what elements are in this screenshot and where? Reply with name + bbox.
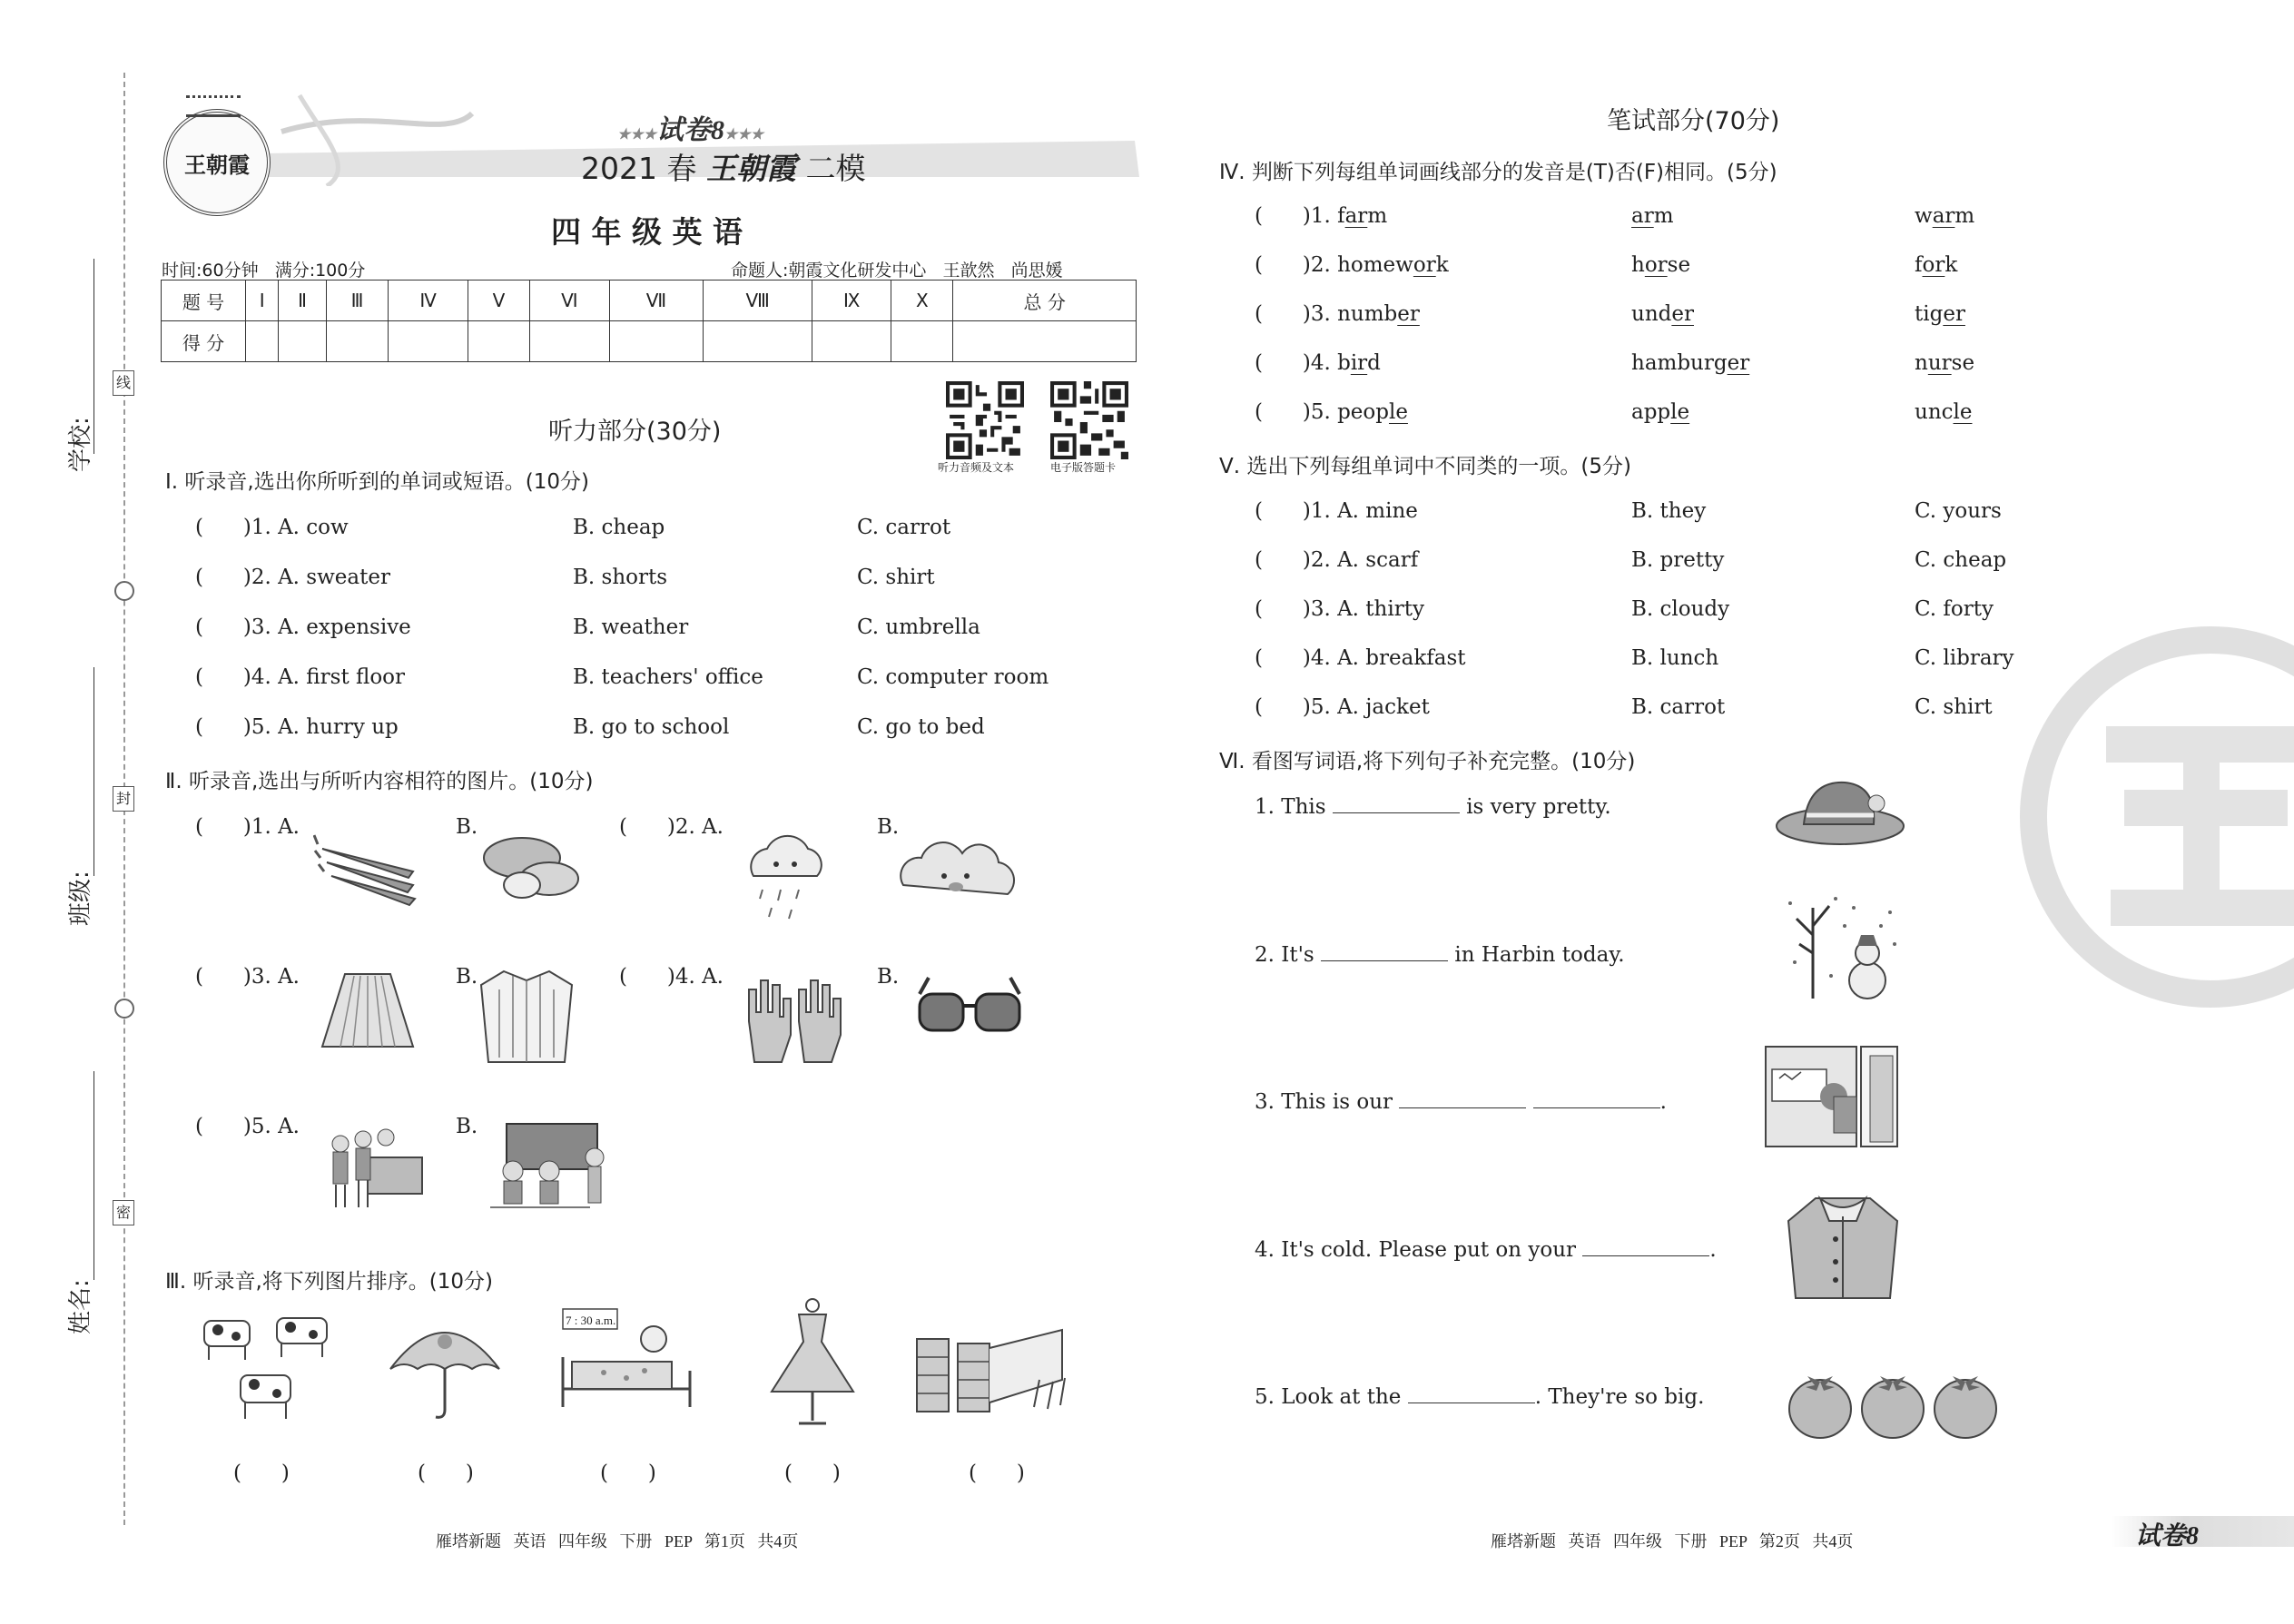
snowy-picture: [1781, 890, 1908, 1008]
sec2-label: ( )4. A.: [619, 965, 724, 989]
score-col: Ⅶ: [609, 281, 704, 321]
score-table-header-row: [162, 281, 1137, 321]
score-cell[interactable]: [891, 321, 953, 362]
sec1-option-c: C. go to bed: [857, 715, 985, 739]
score-col: Ⅹ: [891, 281, 953, 321]
binding-name-label: 姓名:: [67, 1279, 94, 1334]
kids-music-picture: [313, 1121, 440, 1216]
sec2-label: B.: [877, 965, 900, 989]
sec4-word-c: fork: [1915, 253, 1958, 277]
sec1-option-c: C. carrot: [857, 516, 951, 539]
carrot-picture: [313, 822, 422, 912]
sec2-label: ( )5. A.: [195, 1115, 300, 1138]
umbrella-picture: [386, 1314, 504, 1423]
sec5-option-b: B. they: [1631, 499, 1707, 523]
sec2-label: B.: [456, 815, 478, 839]
sec1-item-3: ( )3. A. expensive: [195, 615, 411, 639]
footer-badge: 试卷8: [2135, 1522, 2200, 1550]
time-score: 时间:60分钟 满分:100分: [162, 261, 366, 281]
order-blank-2[interactable]: ( ): [418, 1462, 474, 1485]
sec4-item-4: ( )4. bird: [1255, 351, 1381, 375]
sec4-word-b: hamburger: [1631, 351, 1750, 375]
score-cell[interactable]: [530, 321, 610, 362]
score-cell[interactable]: [704, 321, 812, 362]
sec6-sentence-5: 5. Look at the . They're so big.: [1255, 1385, 1705, 1409]
section-3-title: Ⅲ. 听录音,将下列图片排序。(10分): [165, 1270, 494, 1294]
score-cell[interactable]: [812, 321, 891, 362]
sec6-sentence-1: 1. This is very pretty.: [1255, 795, 1611, 819]
crown-icon: [186, 95, 241, 117]
qr-label-answer: 电子版答题卡: [1050, 461, 1117, 474]
answer-blank[interactable]: [1321, 942, 1448, 961]
sec2-label: B.: [877, 815, 900, 839]
sec5-option-c: C. library: [1915, 646, 2014, 670]
cows-picture: [195, 1307, 350, 1434]
sec2-label: B.: [456, 1115, 478, 1138]
binding-ornament-icon: [114, 999, 134, 1019]
score-table-score-row: [162, 321, 1137, 362]
sec5-item-2: ( )2. A. scarf: [1255, 548, 1419, 572]
answer-blank[interactable]: [1399, 1089, 1526, 1108]
sec5-option-c: C. yours: [1915, 499, 2002, 523]
sec4-word-b: arm: [1631, 204, 1674, 228]
qr-code-audio[interactable]: [946, 381, 1024, 459]
library-picture: [912, 1325, 1076, 1425]
exam-number: ★★★试卷8★★★: [617, 115, 764, 145]
sec2-label: ( )3. A.: [195, 965, 300, 989]
order-blank-5[interactable]: ( ): [969, 1462, 1025, 1485]
order-blank-3[interactable]: ( ): [600, 1462, 656, 1485]
rainy-cloud-picture: [735, 826, 835, 930]
score-cell[interactable]: [279, 321, 326, 362]
sec1-option-b: B. teachers' office: [573, 665, 763, 689]
score-table: [161, 280, 1137, 362]
sec5-option-c: C. cheap: [1915, 548, 2007, 572]
score-cell[interactable]: [389, 321, 468, 362]
score-col: Ⅸ: [812, 281, 891, 321]
score-row-label: 题 号: [162, 281, 246, 321]
sec5-option-b: B. carrot: [1631, 695, 1726, 719]
footer-left: 雁塔新题 英语 四年级 下册 PEP 第1页 共4页: [436, 1532, 799, 1550]
logo-text: 王朝霞: [184, 153, 250, 178]
music-room-picture: [1761, 1042, 1915, 1151]
sec5-option-b: B. cloudy: [1631, 597, 1730, 621]
sec1-item-1: ( )1. A. cow: [195, 516, 349, 539]
binding-class-label: 班级:: [67, 871, 94, 926]
answer-blank[interactable]: [1582, 1237, 1709, 1256]
sec1-option-c: C. shirt: [857, 566, 935, 589]
sec4-word-c: tiger: [1915, 302, 1965, 326]
answer-blank[interactable]: [1533, 1089, 1660, 1108]
section-5-title: Ⅴ. 选出下列每组单词中不同类的一项。(5分): [1219, 455, 1631, 478]
coat-picture: [1779, 1189, 1906, 1307]
sec4-word-c: uncle: [1915, 400, 1973, 424]
sec5-item-3: ( )3. A. thirty: [1255, 597, 1424, 621]
binding-school-label: 学校:: [67, 417, 94, 472]
sec1-option-c: C. umbrella: [857, 615, 980, 639]
subject-title: 四 年 级 英 语: [551, 214, 743, 250]
score-col: Ⅵ: [530, 281, 610, 321]
sec1-option-c: C. computer room: [857, 665, 1049, 689]
sec5-option-b: B. pretty: [1631, 548, 1725, 572]
skirt-picture: [313, 967, 422, 1058]
score-cell[interactable]: [953, 321, 1137, 362]
seal-secret-label: 密: [113, 1200, 134, 1225]
score-cell[interactable]: [609, 321, 704, 362]
sec5-item-1: ( )1. A. mine: [1255, 499, 1418, 523]
section-2-title: Ⅱ. 听录音,选出与所听内容相符的图片。(10分): [165, 770, 594, 793]
sec4-word-b: under: [1631, 302, 1694, 326]
sec4-word-b: apple: [1631, 400, 1690, 424]
sec1-option-b: B. weather: [573, 615, 689, 639]
score-col: Ⅰ: [246, 281, 279, 321]
exam-title: 2021 春 王朝霞 二模: [581, 151, 866, 186]
secret-watermark-icon: [2020, 626, 2294, 1008]
score-col: Ⅱ: [279, 281, 326, 321]
gloves-picture: [740, 967, 858, 1067]
score-col: Ⅲ: [326, 281, 389, 321]
sec6-sentence-3: 3. This is our .: [1255, 1090, 1667, 1114]
score-cell[interactable]: [468, 321, 529, 362]
sec4-item-1: ( )1. farm: [1255, 204, 1388, 228]
classroom-picture: [481, 1121, 613, 1216]
sec1-option-b: B. shorts: [573, 566, 668, 589]
sec5-option-b: B. lunch: [1631, 646, 1719, 670]
sec6-sentence-4: 4. It's cold. Please put on your .: [1255, 1238, 1717, 1262]
sec1-item-4: ( )4. A. first floor: [195, 665, 406, 689]
score-col: Ⅷ: [704, 281, 812, 321]
section-4-title: Ⅳ. 判断下列每组单词画线部分的发音是(T)否(F)相同。(5分): [1219, 161, 1777, 184]
stars-icon: ★★★: [724, 127, 764, 143]
order-blank-4[interactable]: ( ): [784, 1462, 841, 1485]
sec2-label: ( )2. A.: [619, 815, 724, 839]
sec5-option-c: C. forty: [1915, 597, 1994, 621]
answer-blank[interactable]: [1333, 794, 1460, 813]
brand-logo: [163, 109, 271, 216]
score-cell[interactable]: [326, 321, 389, 362]
listening-heading: 听力部分(30分): [548, 418, 722, 446]
binding-ornament-icon: [114, 581, 134, 601]
score-cell[interactable]: [246, 321, 279, 362]
sec1-item-5: ( )5. A. hurry up: [195, 715, 399, 739]
footer-right: 雁塔新题 英语 四年级 下册 PEP 第2页 共4页: [1491, 1532, 1854, 1550]
sec1-item-2: ( )2. A. sweater: [195, 566, 390, 589]
sec4-item-2: ( )2. homework: [1255, 253, 1449, 277]
sec6-sentence-2: 2. It's in Harbin today.: [1255, 943, 1625, 967]
qr-label-audio: 听力音频及文本: [938, 461, 1015, 474]
order-blank-1[interactable]: ( ): [233, 1462, 290, 1485]
sec5-option-c: C. shirt: [1915, 695, 1993, 719]
shirt-picture: [477, 962, 576, 1067]
sec5-item-5: ( )5. A. jacket: [1255, 695, 1430, 719]
section-1-title: Ⅰ. 听录音,选出你所听到的单词或短语。(10分): [165, 470, 589, 494]
hat-picture: [1772, 772, 1908, 849]
sec1-option-b: B. go to school: [573, 715, 730, 739]
sec4-word-b: horse: [1631, 253, 1691, 277]
answer-blank[interactable]: [1408, 1384, 1535, 1403]
sec4-item-5: ( )5. people: [1255, 400, 1408, 424]
stars-icon: ★★★: [617, 127, 657, 143]
clock-label: 7 : 30 a.m.: [566, 1314, 616, 1327]
section-6-title: Ⅵ. 看图写词语,将下列句子补充完整。(10分): [1219, 750, 1636, 773]
cloudy-picture: [894, 831, 1030, 921]
authors: 命题人:朝霞文化研发中心 王歆然 尚思媛: [731, 261, 1063, 281]
score-col: Ⅳ: [389, 281, 468, 321]
score-col-total: 总 分: [953, 281, 1137, 321]
sec2-label: B.: [456, 965, 478, 989]
seal-seal-label: 封: [113, 786, 134, 812]
sec2-label: ( )1. A.: [195, 815, 300, 839]
sec4-item-3: ( )3. number: [1255, 302, 1420, 326]
score-row-label: 得 分: [162, 321, 246, 362]
tomatoes-picture: [1784, 1362, 2002, 1443]
sec5-item-4: ( )4. A. breakfast: [1255, 646, 1466, 670]
seal-line-label: 线: [113, 370, 134, 396]
sec4-word-c: nurse: [1915, 351, 1975, 375]
sec1-option-b: B. cheap: [573, 516, 665, 539]
qr-code-answer-sheet[interactable]: [1050, 381, 1128, 459]
written-heading: 笔试部分(70分): [1607, 107, 1780, 135]
dress-picture: [763, 1298, 862, 1430]
potato-picture: [477, 826, 586, 903]
score-col: Ⅴ: [468, 281, 529, 321]
sunglasses-picture: [915, 971, 1024, 1062]
sec4-word-c: warm: [1915, 204, 1975, 228]
